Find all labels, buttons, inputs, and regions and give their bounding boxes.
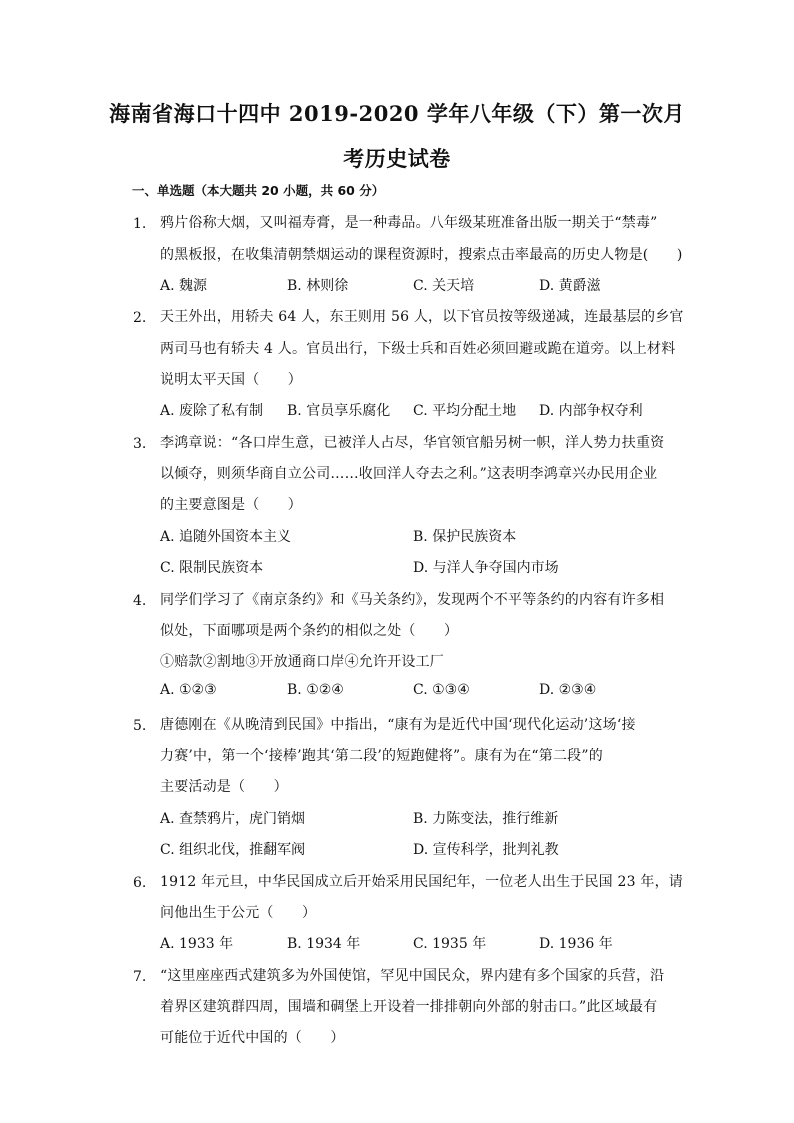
question-text-line: 天王外出，用轿夫 64 人，东王则用 56 人，以下官员按等级递减，连最基层的乡官: [160, 309, 684, 325]
option-a: A. 追随外国资本主义: [160, 529, 292, 545]
question-text-line: “这里座座西式建筑多为外国使馆，罕见中国民众，界内建有多个国家的兵营，沿: [160, 968, 665, 984]
option-d: D. 内部争权夺利: [539, 403, 643, 419]
option-a: A. 废除了私有制: [160, 403, 264, 419]
option-c: C. ①③④: [413, 682, 470, 698]
question-text-line: 说明太平天国（ ）: [160, 372, 302, 388]
option-d: D. ②③④: [539, 682, 597, 698]
question-number: 3.: [133, 436, 147, 452]
question-text-line: 1912 年元旦，中华民国成立后开始采用民国纪年，一位老人出生于民国 23 年，请: [160, 874, 683, 890]
option-c: C. 组织北伐，推翻军阀: [160, 842, 306, 858]
exam-title-line2: 考历史试卷: [343, 146, 451, 171]
option-a: A. 魏源: [160, 278, 208, 294]
option-b: B. 力陈变法，推行维新: [413, 811, 559, 827]
question-number: 5.: [133, 718, 147, 734]
question-text-line: 李鸿章说：“各口岸生意，已被洋人占尽，华官领官船另树一帜，洋人势力扶重资: [160, 435, 665, 451]
question-text-line: 鸦片俗称大烟，又叫福寿膏，是一种毒品。八年级某班准备出版一期关于“禁毒”: [160, 215, 658, 231]
option-b: B. 保护民族资本: [413, 529, 517, 545]
question-text-line: 问他出生于公元（ ）: [160, 905, 317, 921]
question-text-line: 可能位于近代中国的（ ）: [160, 1030, 345, 1046]
option-a: A. ①②③: [160, 682, 217, 698]
option-c: C. 关天培: [413, 278, 475, 294]
option-b: B. 林则徐: [287, 278, 349, 294]
question-text-line: 两司马也有轿夫 4 人。官员出行，下级士兵和百姓必须回避或跪在道旁。以上材料: [160, 341, 676, 357]
question-text-line: 以倾夺，则须华商自立公司……收回洋人夺去之利。”这表明李鸿章兴办民用企业: [160, 466, 658, 482]
question-text-line: 的黑板报，在收集清朝禁烟运动的课程资源时，搜索点击率最高的历史人物是( ): [160, 247, 683, 263]
option-b: B. 1934 年: [287, 936, 361, 952]
option-d: D. 黄爵滋: [539, 278, 601, 294]
option-d: D. 宣传科学，批判礼教: [413, 842, 559, 858]
question-text-line: 同学们学习了《南京条约》和《马关条约》，发现两个不平等条约的内容有许多相: [160, 592, 665, 608]
question-number: 4.: [133, 593, 147, 609]
option-b: B. 官员享乐腐化: [287, 403, 391, 419]
question-number: 2.: [133, 310, 147, 326]
option-d: D. 1936 年: [539, 936, 613, 952]
question-text-line: 唐德刚在《从晚清到民国》中指出，“康有为是近代中国‘现代化运动’这场‘接: [160, 717, 636, 733]
question-number: 7.: [133, 969, 147, 985]
question-text-line: 似处，下面哪项是两个条约的相似之处（ ）: [160, 623, 459, 639]
question-number: 1.: [133, 216, 147, 232]
question-text-line: 主要活动是（ ）: [160, 779, 288, 795]
question-text-line: 力赛’中，第一个‘接棒’跑其‘第二段’的短跑健将”。康有为在“第二段”的: [160, 748, 603, 764]
exam-title-line1: 海南省海口十四中 2019-2020 学年八年级（下）第一次月: [109, 101, 685, 126]
option-d: D. 与洋人争夺国内市场: [413, 560, 559, 576]
option-a: A. 查禁鸦片，虎门销烟: [160, 811, 306, 827]
option-c: C. 1935 年: [413, 936, 487, 952]
option-c: C. 平均分配土地: [413, 403, 517, 419]
section-heading: 一、单选题（本大题共 20 小题，共 60 分）: [132, 183, 385, 198]
option-b: B. ①②④: [287, 682, 344, 698]
question-text-line: 的主要意图是（ ）: [160, 497, 302, 513]
question-number: 6.: [133, 875, 147, 891]
option-a: A. 1933 年: [160, 936, 234, 952]
option-c: C. 限制民族资本: [160, 560, 264, 576]
question-text-line: ①赔款②割地③开放通商口岸④允许开设工厂: [160, 654, 444, 670]
question-text-line: 着界区建筑群四周，围墙和碉堡上开设着一排排朝向外部的射击口。”此区域最有: [160, 999, 658, 1015]
